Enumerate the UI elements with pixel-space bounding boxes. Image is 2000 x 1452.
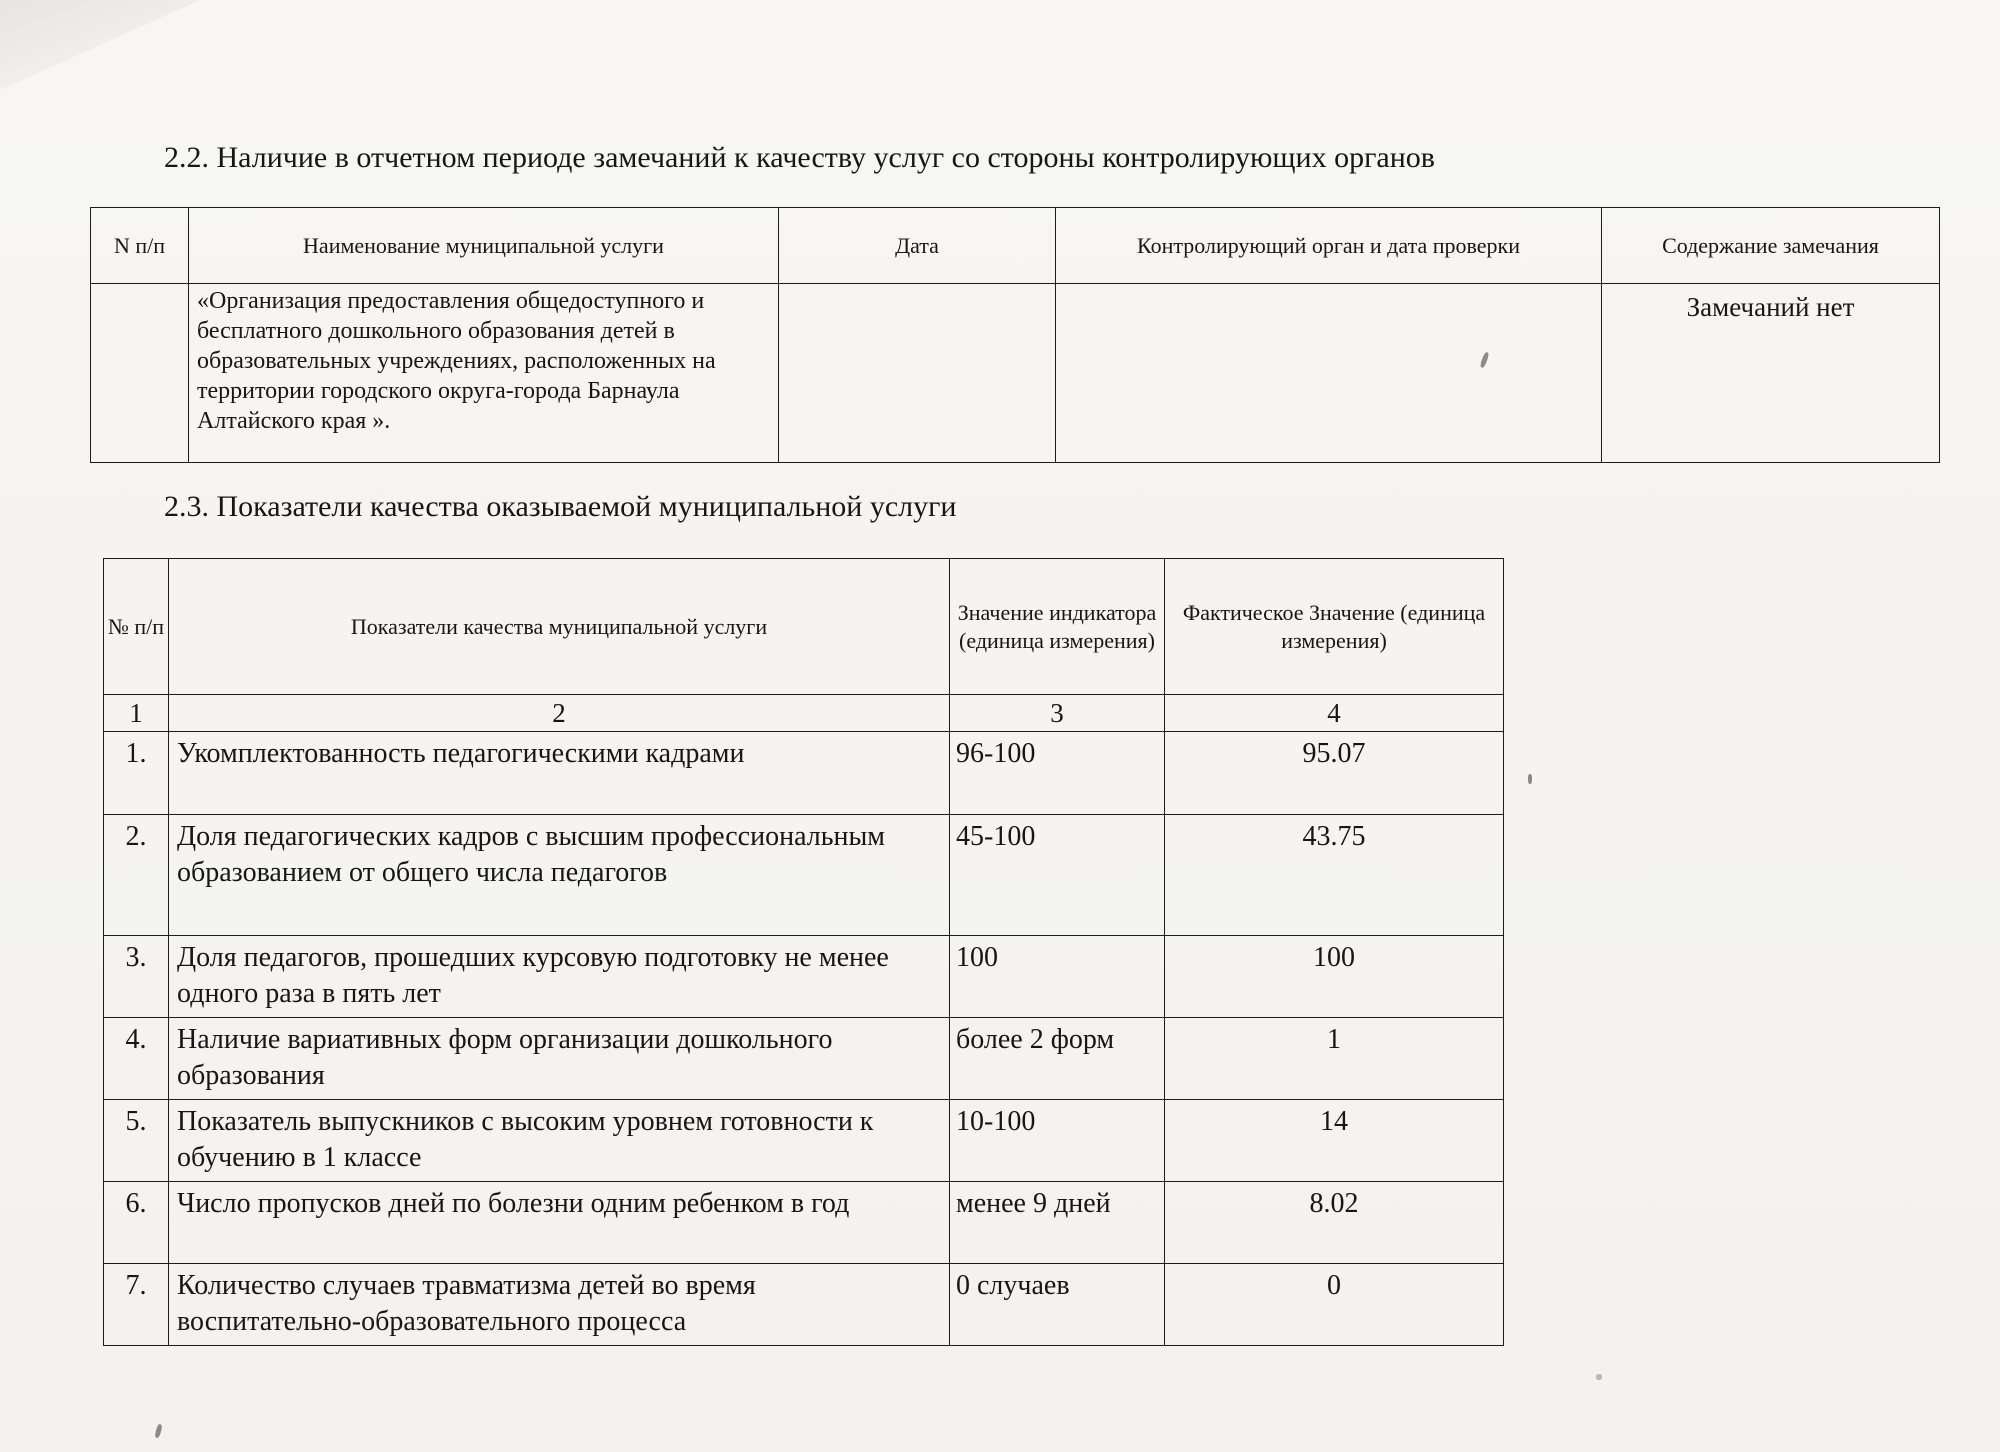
row-actual-value: 95.07 [1165,732,1504,815]
row-indicator-value: 100 [950,936,1165,1018]
column-number: 3 [950,695,1165,732]
row-num: 1. [104,732,169,815]
section-2-2-heading: 2.2. Наличие в отчетном периоде замечаний к качеству услуг со стороны контролирующих органов [164,141,1435,174]
header-service-name: Наименование муниципальной услуги [189,208,779,284]
table-row [91,284,1940,463]
row-service-name: «Организация предоставления общедоступного и бесплатного дошкольного образования детей в образовательных учреждениях, расположенных на территории городского округа-города Барнаула Алтайского края ». [189,284,779,463]
table-row [104,1264,1504,1346]
row-actual-value: 0 [1165,1264,1504,1346]
row-actual-value: 8.02 [1165,1182,1504,1264]
header-indicator-value: Значение индикатора (единица измерения) [950,559,1165,695]
scan-speck [1528,774,1532,784]
row-indicator: Укомплектованность педагогическими кадрами [169,732,950,815]
page-fold-shadow [0,0,200,90]
row-actual-value: 1 [1165,1018,1504,1100]
row-indicator: Наличие вариативных форм организации дошкольного образования [169,1018,950,1100]
row-indicator-value: менее 9 дней [950,1182,1165,1264]
row-actual-value: 43.75 [1165,815,1504,936]
column-number-row [104,695,1504,732]
table-row [104,1018,1504,1100]
table-row [104,936,1504,1018]
row-indicator-value: 96-100 [950,732,1165,815]
header-remark-content: Содержание замечания [1602,208,1940,284]
header-agency: Контролирующий орган и дата проверки [1056,208,1602,284]
row-indicator: Доля педагогических кадров с высшим профессиональным образованием от общего числа педагогов [169,815,950,936]
row-num [91,284,189,463]
row-actual-value: 14 [1165,1100,1504,1182]
header-date: Дата [779,208,1056,284]
header-num: N п/п [91,208,189,284]
row-indicator-value: 45-100 [950,815,1165,936]
row-indicator-value: 0 случаев [950,1264,1165,1346]
table-row [104,815,1504,936]
table-header-row [91,208,1940,284]
scan-speck [1596,1374,1602,1380]
table-row [104,1182,1504,1264]
row-remark-content: Замечаний нет [1602,284,1940,463]
row-agency [1056,284,1602,463]
row-indicator: Доля педагогов, прошедших курсовую подготовку не менее одного раза в пять лет [169,936,950,1018]
table-row [104,1100,1504,1182]
column-number: 1 [104,695,169,732]
header-num: № п/п [104,559,169,695]
row-indicator: Количество случаев травматизма детей во время воспитательно-образовательного процесса [169,1264,950,1346]
row-num: 2. [104,815,169,936]
row-actual-value: 100 [1165,936,1504,1018]
row-num: 4. [104,1018,169,1100]
row-num: 6. [104,1182,169,1264]
row-indicator: Число пропусков дней по болезни одним ребенком в год [169,1182,950,1264]
row-num: 5. [104,1100,169,1182]
row-indicator-value: более 2 форм [950,1018,1165,1100]
section-2-3-heading: 2.3. Показатели качества оказываемой муниципальной услуги [164,490,957,523]
row-indicator: Показатель выпускников с высоким уровнем готовности к обучению в 1 классе [169,1100,950,1182]
quality-indicators-table [103,558,1504,1346]
table-header-row [104,559,1504,695]
inspection-remarks-table [90,207,1940,463]
row-indicator-value: 10-100 [950,1100,1165,1182]
header-indicator: Показатели качества муниципальной услуги [169,559,950,695]
column-number: 2 [169,695,950,732]
header-actual-value: Фактическое Значение (единица измерения) [1165,559,1504,695]
column-number: 4 [1165,695,1504,732]
row-date [779,284,1056,463]
scan-speck [154,1424,162,1439]
table-row [104,732,1504,815]
row-num: 7. [104,1264,169,1346]
row-num: 3. [104,936,169,1018]
